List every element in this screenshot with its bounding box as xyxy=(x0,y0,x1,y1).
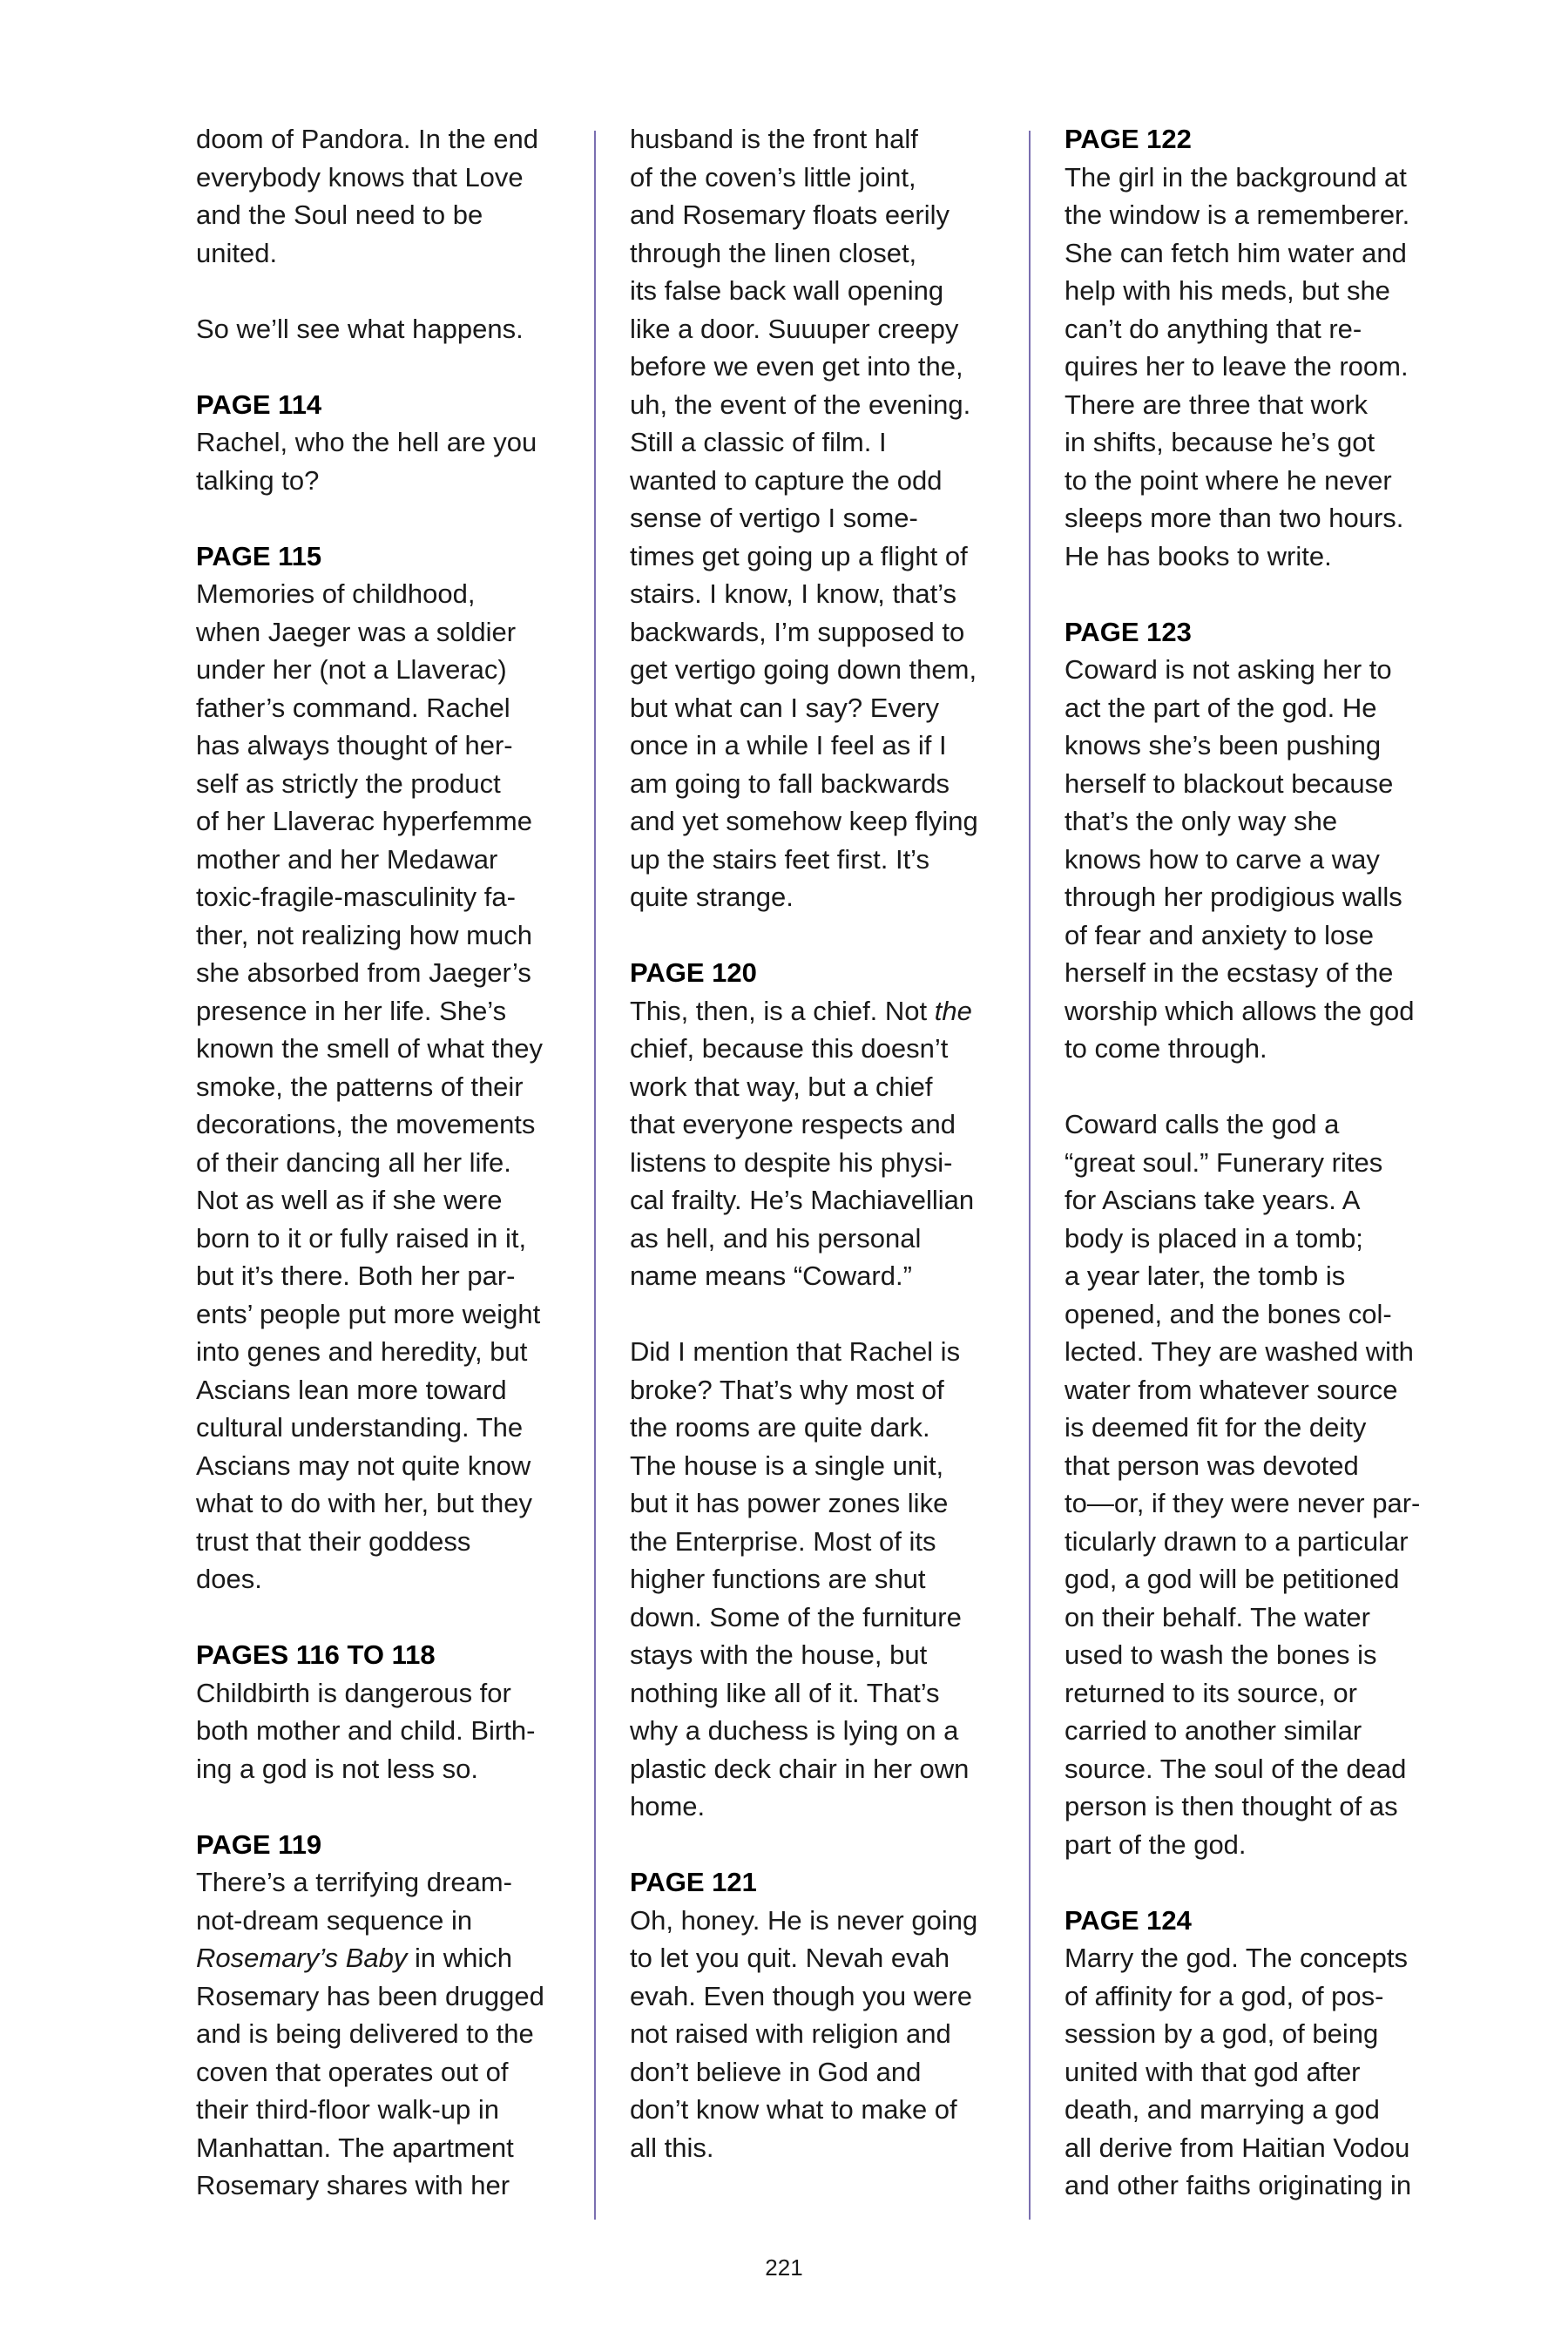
text-line: but what can I say? Every xyxy=(630,692,939,723)
text-line: has always thought of her- xyxy=(196,730,513,760)
text-line: the Enterprise. Most of its xyxy=(630,1525,936,1557)
text-line: He has books to write. xyxy=(1064,540,1332,571)
page-number: 221 xyxy=(765,2254,803,2281)
text-line: she absorbed from Jaeger’s xyxy=(196,957,531,988)
text-line: on their behalf. The water xyxy=(1064,1601,1370,1632)
text-line: decorations, the movements xyxy=(196,1109,536,1139)
text-line: person is then thought of as xyxy=(1064,1791,1398,1821)
text-line: worship which allows the god xyxy=(1064,995,1415,1026)
text-line: does. xyxy=(196,1564,262,1594)
text-line: everybody knows that Love xyxy=(196,161,524,193)
text-line: their third-floor walk-up in xyxy=(196,2094,500,2125)
text-line: broke? That’s why most of xyxy=(630,1374,944,1405)
text-line: is deemed fit for the deity xyxy=(1064,1412,1367,1443)
text-line: The girl in the background at xyxy=(1064,161,1407,193)
text-line: under her (not a Llaverac) xyxy=(196,654,507,685)
paragraph-gap xyxy=(196,1598,579,1637)
text-line: session by a god, of being xyxy=(1064,2018,1379,2049)
text-line: when Jaeger was a soldier xyxy=(196,616,517,647)
text-line: not-dream sequence in xyxy=(196,1904,473,1936)
text-line: sleeps more than two hours. xyxy=(1064,503,1404,533)
text-line: Ascians may not quite know xyxy=(196,1450,531,1481)
text-line: of their dancing all her life. xyxy=(196,1146,511,1178)
section-heading: PAGE 124 xyxy=(1064,1904,1192,1936)
text-line: quires her to leave the room. xyxy=(1064,351,1409,382)
text-line: help with his meds, but she xyxy=(1064,275,1390,306)
paragraph-gap xyxy=(196,272,579,310)
text-line: There are three that work xyxy=(1064,389,1369,420)
text-line: nothing like all of it. That’s xyxy=(630,1677,940,1708)
text-line: Childbirth is dangerous for xyxy=(196,1677,511,1708)
text-line: into genes and heredity, but xyxy=(196,1336,528,1367)
text-line: death, and marrying a god xyxy=(1064,2094,1380,2125)
text-line: that everyone respects and xyxy=(630,1109,956,1139)
text-line: and the Soul need to be xyxy=(196,199,483,230)
text-line: both mother and child. Birth- xyxy=(196,1715,536,1746)
text-line: but it has power zones like xyxy=(630,1488,949,1518)
text-line: body is placed in a tomb; xyxy=(1064,1222,1363,1254)
text-line: and Rosemary floats eerily xyxy=(630,199,950,230)
text-line: smoke, the patterns of their xyxy=(196,1071,524,1102)
text-line: get vertigo going down them, xyxy=(630,654,977,685)
text-line: through the linen closet, xyxy=(630,237,917,268)
paragraph-gap xyxy=(196,499,579,537)
paragraph-gap xyxy=(630,916,1013,955)
text-line: in shifts, because he’s got xyxy=(1064,427,1375,457)
text-line: mother and her Medawar xyxy=(196,843,498,875)
text-line: coven that operates out of xyxy=(196,2056,509,2087)
text-line: but it’s there. Both her par- xyxy=(196,1260,516,1291)
text-line: Rosemary has been drugged xyxy=(196,1980,544,2011)
text-line: presence in her life. She’s xyxy=(196,995,507,1026)
text-line: “great soul.” Funerary rites xyxy=(1064,1146,1383,1178)
text-line: herself in the ecstasy of the xyxy=(1064,957,1394,988)
text-line: times get going up a flight of xyxy=(630,540,968,571)
section-heading: PAGE 115 xyxy=(196,540,322,571)
text-line: of fear and anxiety to lose xyxy=(1064,919,1375,950)
text-line: returned to its source, or xyxy=(1064,1677,1357,1708)
text-line: talking to? xyxy=(196,464,320,496)
text-line: self as strictly the product xyxy=(196,767,501,799)
text-line: So we’ll see what happens. xyxy=(196,313,524,344)
text-line: knows how to carve a way xyxy=(1064,843,1380,875)
text-line: stays with the house, but xyxy=(630,1639,928,1670)
text-line: and is being delivered to the xyxy=(196,2018,534,2049)
text-line: Marry the god. The concepts xyxy=(1064,1943,1409,1973)
section-heading: PAGE 114 xyxy=(196,389,322,420)
text-line: higher functions are shut xyxy=(630,1564,926,1594)
text-line: to the point where he never xyxy=(1064,464,1392,496)
text-line: Rosemary shares with her xyxy=(196,2170,510,2200)
text-line: that’s the only way she xyxy=(1064,806,1338,836)
text-line: ticularly drawn to a particular xyxy=(1064,1525,1409,1557)
text-line: up the stairs feet first. It’s xyxy=(630,843,930,875)
paragraph-gap xyxy=(196,348,579,386)
text-line: can’t do anything that re- xyxy=(1064,313,1362,344)
text-line: cultural understanding. The xyxy=(196,1412,524,1443)
text-line: of her Llaverac hyperfemme xyxy=(196,806,532,836)
text-line: Not as well as if she were xyxy=(196,1185,503,1215)
text-line: used to wash the bones is xyxy=(1064,1639,1377,1670)
text-line: part of the god. xyxy=(1064,1828,1247,1860)
text-line: There’s a terrifying dream- xyxy=(196,1867,512,1897)
text-line: of affinity for a god, of pos- xyxy=(1064,1980,1384,2011)
text-line: opened, and the bones col- xyxy=(1064,1298,1392,1329)
text-line: listens to despite his physi- xyxy=(630,1146,953,1178)
text-line: that person was devoted xyxy=(1064,1450,1359,1481)
text-line: Memories of childhood, xyxy=(196,578,476,609)
text-line: cal frailty. He’s Machiavellian xyxy=(630,1185,975,1215)
section-heading: PAGE 119 xyxy=(196,1828,322,1860)
text-line: not raised with religion and xyxy=(630,2018,951,2049)
text-line: a year later, the tomb is xyxy=(1064,1260,1346,1291)
italic-emphasis: Rosemary’s Baby xyxy=(196,1943,408,1973)
text-line: born to it or fully raised in it, xyxy=(196,1222,527,1254)
section-heading: PAGE 122 xyxy=(1064,124,1192,154)
italic-emphasis: the xyxy=(934,995,972,1026)
text-line: toxic-fragile-masculinity fa- xyxy=(196,882,516,912)
paragraph-gap xyxy=(1064,575,1448,613)
text-line: why a duchess is lying on a xyxy=(630,1715,959,1746)
text-line: Still a classic of film. I xyxy=(630,427,887,457)
paragraph-gap xyxy=(1064,1068,1448,1106)
text-line: all this. xyxy=(630,2132,714,2163)
text-line: plastic deck chair in her own xyxy=(630,1753,970,1784)
column-divider-2 xyxy=(1029,131,1031,2220)
text-line: knows she’s been pushing xyxy=(1064,730,1382,760)
text-line: evah. Even though you were xyxy=(630,1980,972,2011)
column-divider-1 xyxy=(594,131,596,2220)
text-line: as hell, and his personal xyxy=(630,1222,922,1254)
text-line: carried to another similar xyxy=(1064,1715,1362,1746)
text-line: god, a god will be petitioned xyxy=(1064,1564,1400,1594)
text-line: Manhattan. The apartment xyxy=(196,2132,514,2163)
text-line: through her prodigious walls xyxy=(1064,882,1402,912)
text-line: don’t know what to make of xyxy=(630,2094,957,2125)
text-line: united. xyxy=(196,237,278,268)
text-line: don’t believe in God and xyxy=(630,2056,922,2087)
text-line: down. Some of the furniture xyxy=(630,1601,962,1632)
paragraph-gap xyxy=(196,1788,579,1826)
text-line: father’s command. Rachel xyxy=(196,692,510,723)
text-line: chief, because this doesn’t xyxy=(630,1033,949,1064)
text-line: once in a while I feel as if I xyxy=(630,730,947,760)
text-line: wanted to capture the odd xyxy=(630,464,943,496)
text-line: Ascians lean more toward xyxy=(196,1374,507,1405)
text-line: Coward is not asking her to xyxy=(1064,654,1392,685)
text-line: the window is a rememberer. xyxy=(1064,199,1410,230)
text-line: ther, not realizing how much xyxy=(196,919,532,950)
section-heading: PAGE 120 xyxy=(630,957,757,988)
text-line: name means “Coward.” xyxy=(630,1260,912,1291)
text-column-2 xyxy=(630,120,1013,2166)
text-line: home. xyxy=(630,1791,706,1821)
text-column-1 xyxy=(196,120,579,2205)
text-line: to let you quit. Nevah evah xyxy=(630,1943,950,1973)
text-line: and other faiths originating in xyxy=(1064,2170,1412,2200)
text-line: to come through. xyxy=(1064,1033,1267,1064)
text-column-3 xyxy=(1064,120,1448,2205)
text-line: Rosemary’s Baby in which xyxy=(196,1943,512,1973)
text-line: before we even get into the, xyxy=(630,351,963,382)
section-heading: PAGE 121 xyxy=(630,1867,757,1897)
text-line: The house is a single unit, xyxy=(630,1450,944,1481)
text-line: trust that their goddess xyxy=(196,1525,471,1557)
text-line: am going to fall backwards xyxy=(630,767,950,799)
text-line: work that way, but a chief xyxy=(630,1071,933,1102)
section-heading: PAGE 123 xyxy=(1064,616,1192,647)
text-line: Did I mention that Rachel is xyxy=(630,1336,961,1367)
text-line: ents’ people put more weight xyxy=(196,1298,541,1329)
text-line: Coward calls the god a xyxy=(1064,1109,1340,1139)
text-line: ing a god is not less so. xyxy=(196,1753,478,1784)
text-line: water from whatever source xyxy=(1064,1374,1398,1405)
text-line: for Ascians take years. A xyxy=(1064,1185,1361,1215)
text-line: united with that god after xyxy=(1064,2056,1361,2087)
text-line: known the smell of what they xyxy=(196,1033,544,1064)
text-line: act the part of the god. He xyxy=(1064,692,1377,723)
text-line: backwards, I’m supposed to xyxy=(630,616,965,647)
text-line: the rooms are quite dark. xyxy=(630,1412,930,1443)
paragraph-gap xyxy=(1064,1863,1448,1902)
text-line: all derive from Haitian Vodou xyxy=(1064,2132,1410,2163)
text-line: She can fetch him water and xyxy=(1064,237,1407,268)
text-line: uh, the event of the evening. xyxy=(630,389,971,420)
text-line: doom of Pandora. In the end xyxy=(196,124,538,154)
text-line: husband is the front half xyxy=(630,124,918,154)
paragraph-gap xyxy=(630,1826,1013,1864)
text-line: lected. They are washed with xyxy=(1064,1336,1414,1367)
text-line: like a door. Suuuper creepy xyxy=(630,313,959,344)
text-line: This, then, is a chief. Not the xyxy=(630,995,972,1026)
text-line: herself to blackout because xyxy=(1064,767,1394,799)
text-line: of the coven’s little joint, xyxy=(630,161,916,193)
text-line: and yet somehow keep flying xyxy=(630,806,978,836)
text-line: Rachel, who the hell are you xyxy=(196,427,537,457)
section-heading: PAGES 116 TO 118 xyxy=(196,1639,436,1670)
text-line: its false back wall opening xyxy=(630,275,944,306)
text-line: what to do with her, but they xyxy=(196,1488,533,1518)
text-line: stairs. I know, I know, that’s xyxy=(630,578,957,609)
text-line: quite strange. xyxy=(630,882,794,912)
text-line: sense of vertigo I some- xyxy=(630,503,918,533)
text-line: source. The soul of the dead xyxy=(1064,1753,1407,1784)
text-line: to—or, if they were never par- xyxy=(1064,1488,1421,1518)
text-line: Oh, honey. He is never going xyxy=(630,1904,978,1936)
paragraph-gap xyxy=(630,1295,1013,1334)
